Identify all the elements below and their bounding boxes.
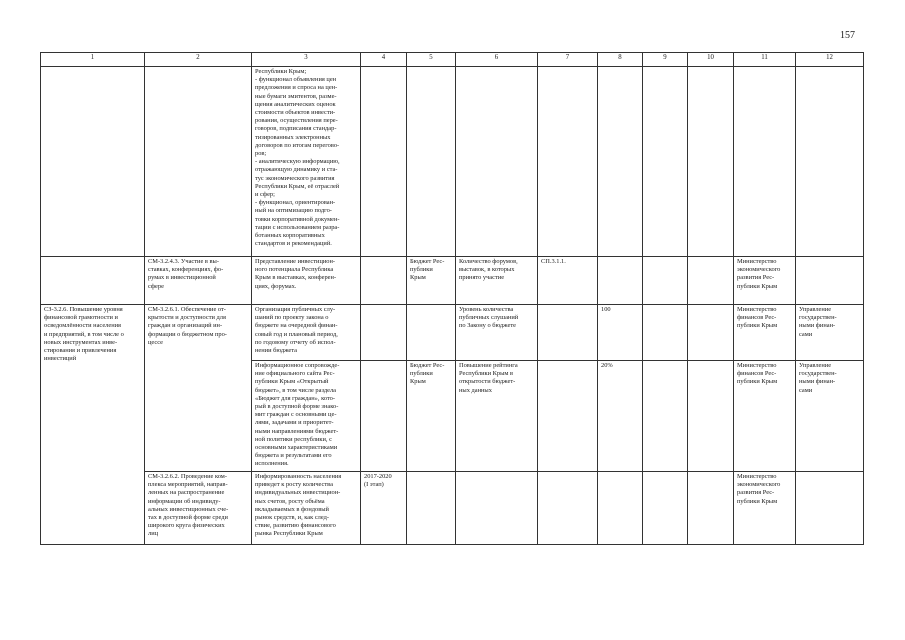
cell-text-line: совый год и плановый период, <box>255 330 338 338</box>
cell-text-line: экономического <box>737 481 781 489</box>
table-row <box>41 257 864 305</box>
cell-text-line: нении бюджета <box>255 347 297 355</box>
table-cell <box>598 472 643 545</box>
cell-text-line: бюджета и результатами его <box>255 452 332 460</box>
header-cell: 10 <box>688 53 734 67</box>
table-cell <box>145 67 252 257</box>
cell-text-line: ных счетов, росту объёма <box>255 497 325 505</box>
table-cell <box>643 305 688 361</box>
cell-text-line: Информационное сопровожде- <box>255 362 340 369</box>
table-cell <box>145 472 252 545</box>
header-cell: 7 <box>538 53 598 67</box>
cell-text-line: финансовой грамотности и <box>44 314 118 322</box>
cell-text-line: румах в инвестиционной <box>148 274 216 282</box>
cell-text-line: Информированность населения <box>255 473 342 480</box>
table-cell <box>538 305 598 361</box>
cell-text-line: ной политики республики, с <box>255 435 332 443</box>
table-cell <box>252 472 361 545</box>
cell-text-line: Крым в выставках, конферен- <box>255 274 337 282</box>
cell-text-line: граждан и организаций ин- <box>148 322 223 330</box>
cell-text-line: тах в доступной форме среди <box>148 514 228 522</box>
table-cell <box>407 472 456 545</box>
cell-text-line: ставках, конференциях, фо- <box>148 266 224 274</box>
table-cell <box>407 257 456 305</box>
plan-table <box>40 52 864 545</box>
cell-text-line: Министерство <box>737 473 777 480</box>
cell-text-line: сами <box>799 386 813 394</box>
cell-text-line: финансов Рес- <box>737 314 777 322</box>
cell-text-line: и сфер; <box>255 191 275 199</box>
cell-text-line: ние официального сайта Рес- <box>255 370 335 378</box>
table-cell <box>734 257 796 305</box>
table-cell <box>361 67 407 257</box>
table-cell <box>538 67 598 257</box>
cell-text-line: лями, задачами и приоритет- <box>255 419 334 427</box>
table-row <box>41 305 864 361</box>
cell-text-line: инвестиций <box>44 355 77 363</box>
table-cell <box>734 67 796 257</box>
table-cell <box>688 305 734 361</box>
cell-text-line: рый в доступной форме знако- <box>255 403 339 411</box>
table-cell <box>734 361 796 472</box>
header-cell: 5 <box>407 53 456 67</box>
table-cell <box>643 361 688 472</box>
cell-text-line: бюджет», в том числе раздела <box>255 386 336 394</box>
cell-text-line: бюджете на очередной финан- <box>255 322 338 330</box>
table-cell <box>361 472 407 545</box>
table-cell <box>252 361 361 472</box>
cell-text-line: Повышение рейтинга <box>459 362 518 369</box>
cell-text-line: тус экономического развития <box>255 174 335 182</box>
cell-text-line: принято участие <box>459 274 505 282</box>
table-cell <box>538 361 598 472</box>
cell-text-line: информации об индивиду- <box>148 497 221 505</box>
table-cell <box>688 361 734 472</box>
cell-text-line: альных инвестиционных сче- <box>148 505 229 513</box>
cell-text-line: Управление <box>799 362 832 369</box>
cell-text-line: - аналитическую информацию, <box>255 158 340 166</box>
cell-text-line: крытости и доступности для <box>148 314 226 322</box>
cell-text-line: ный на оптимизацию подго- <box>255 207 332 215</box>
cell-text-line: по Закону о бюджете <box>459 322 516 330</box>
table-cell <box>734 472 796 545</box>
table-row <box>41 472 864 545</box>
cell-text-line: отражающую динамику и ста- <box>255 166 338 174</box>
table-cell <box>145 305 252 472</box>
cell-text-line: СМ-3.2.6.2. Проведение ком- <box>148 473 227 480</box>
header-cell: 8 <box>598 53 643 67</box>
cell-text-line: новых инструментах инве- <box>44 338 118 346</box>
cell-text-line: развития Рес- <box>737 489 775 497</box>
header-cell: 3 <box>252 53 361 67</box>
cell-text-line: Количество форумов, <box>459 258 518 265</box>
table-cell <box>538 257 598 305</box>
cell-text-line: плекса мероприятий, направ- <box>148 481 228 489</box>
cell-text-line: товки корпоративной докумен- <box>255 215 340 223</box>
table-cell <box>456 472 538 545</box>
table-cell <box>361 305 407 361</box>
table-cell <box>796 67 864 257</box>
table-cell <box>361 361 407 472</box>
cell-text-line: говоров, подписания стандар- <box>255 125 337 133</box>
cell-text-line: осведомлённости населения <box>44 322 121 330</box>
cell-text-line: СЗ-3.2.6. Повышение уровня <box>44 306 123 313</box>
cell-text-line: сфере <box>148 282 164 290</box>
cell-text-line: приведет к росту количества <box>255 481 333 489</box>
cell-text-line: циях, форумах. <box>255 282 297 290</box>
table-cell <box>41 67 145 257</box>
cell-text-line: СМ-3.2.4.3. Участие в вы- <box>148 258 219 265</box>
cell-text-line: стандартов и рекомендаций. <box>255 240 332 248</box>
cell-text-line: ные бумаги эмитентов, разме- <box>255 92 337 100</box>
cell-text-line: выставок, в которых <box>459 266 515 274</box>
cell-text-line: государствен- <box>799 370 837 378</box>
table-cell <box>456 257 538 305</box>
cell-text-line: Крым <box>410 378 426 386</box>
cell-text-line: широкого круга физических <box>148 522 225 530</box>
cell-text-line: шаний по проекту закона о <box>255 314 329 322</box>
cell-text-line: Министерство <box>737 306 777 313</box>
table-cell <box>407 361 456 472</box>
cell-text-line: Организация публичных слу- <box>255 306 336 313</box>
cell-text-line: стирования и привлечения <box>44 347 117 355</box>
table-cell <box>598 305 643 361</box>
cell-text-line: рования, осуществления пере- <box>255 117 338 125</box>
cell-text-line: экономического <box>737 266 781 274</box>
cell-text-line: Бюджет Рес- <box>410 258 445 265</box>
cell-text-line: договоров по итогам перегово- <box>255 141 340 149</box>
cell-text-line: формации о бюджетном про- <box>148 330 227 338</box>
cell-text-line: государствен- <box>799 314 837 322</box>
table-cell <box>598 67 643 257</box>
table-cell <box>796 305 864 361</box>
cell-text-line: основными характеристиками <box>255 444 338 452</box>
table-cell <box>796 257 864 305</box>
cell-text-line: ными финан- <box>799 322 836 330</box>
header-cell: 12 <box>796 53 864 67</box>
cell-text-line: ров; <box>255 150 267 158</box>
cell-text-line: публики Крым «Открытый <box>255 378 329 386</box>
cell-text-line: по годовому отчету об испол- <box>255 338 336 346</box>
cell-text-line: щения аналитических оценок <box>255 100 336 108</box>
table-cell <box>598 257 643 305</box>
table-cell <box>252 257 361 305</box>
cell-text-line: тизированных электронных <box>255 133 331 141</box>
cell-text-line: ленных на распространение <box>148 489 225 497</box>
cell-text-line: Министерство <box>737 362 777 369</box>
cell-text-line: публики <box>410 370 433 378</box>
cell-text-line: ного потенциала Республика <box>255 266 334 274</box>
table-cell <box>41 305 145 545</box>
header-row <box>41 53 864 67</box>
cell-text-line: цессе <box>148 338 164 346</box>
cell-text-line: индивидуальных инвестицион- <box>255 489 341 497</box>
cell-text-line: публики <box>410 266 433 274</box>
cell-text-line: лиц <box>148 530 159 538</box>
cell-text-line: финансов Рес- <box>737 370 777 378</box>
cell-text-line: публики Крым <box>737 322 778 330</box>
cell-text-line: Министерство <box>737 258 777 265</box>
table-row <box>41 67 864 257</box>
cell-text-line: сами <box>799 330 813 338</box>
table-cell <box>252 305 361 361</box>
table-cell <box>456 361 538 472</box>
cell-text-line: рынок средств, и, как след- <box>255 514 330 522</box>
table-cell <box>796 472 864 545</box>
table-cell <box>407 305 456 361</box>
cell-text-line: 20% <box>601 362 613 369</box>
cell-text-line: публики Крым <box>737 378 778 386</box>
table-cell <box>643 67 688 257</box>
cell-text-line: - функционал объявления цен <box>255 76 337 84</box>
table-cell <box>252 67 361 257</box>
table-cell <box>361 257 407 305</box>
cell-text-line: 100 <box>601 306 611 313</box>
header-cell: 4 <box>361 53 407 67</box>
cell-text-line: СМ-3.2.6.1. Обеспечение от- <box>148 306 226 313</box>
cell-text-line: СП.3.1.1. <box>541 258 566 265</box>
table-cell <box>688 257 734 305</box>
cell-text-line: и предприятий, в том числе о <box>44 330 124 338</box>
table-cell <box>688 472 734 545</box>
cell-text-line: публики Крым <box>737 497 778 505</box>
table-cell <box>796 361 864 472</box>
table-cell <box>643 472 688 545</box>
cell-text-line: Республики Крым в <box>459 370 514 378</box>
table-cell <box>407 67 456 257</box>
cell-text-line: публичных слушаний <box>459 314 519 322</box>
cell-text-line: (I этап) <box>364 481 384 489</box>
table-cell <box>643 257 688 305</box>
cell-text-line: ными направлениями бюджет- <box>255 427 339 435</box>
cell-text-line: предложения и спроса на цен- <box>255 84 338 92</box>
cell-text-line: Представление инвестицион- <box>255 258 336 265</box>
cell-text-line: исполнения. <box>255 460 289 468</box>
table-cell <box>145 257 252 305</box>
header-cell: 11 <box>734 53 796 67</box>
cell-text-line: публики Крым <box>737 282 778 290</box>
page-number: 157 <box>840 30 855 41</box>
cell-text-line: ными финан- <box>799 378 836 386</box>
cell-text-line: Бюджет Рес- <box>410 362 445 369</box>
cell-text-line: Республики Крым; <box>255 68 307 75</box>
table-cell <box>456 67 538 257</box>
header-cell: 1 <box>41 53 145 67</box>
cell-text-line: Республики Крым, её отраслей <box>255 182 340 190</box>
header-cell: 9 <box>643 53 688 67</box>
cell-text-line: ботанных корпоративных <box>255 232 325 240</box>
cell-text-line: - функционал, ориентирован- <box>255 199 336 207</box>
cell-text-line: Крым <box>410 274 426 282</box>
cell-text-line: ных данных <box>459 386 492 394</box>
cell-text-line: Уровень количества <box>459 306 514 313</box>
cell-text-line: рынка Республики Крым <box>255 530 323 538</box>
table-cell <box>538 472 598 545</box>
cell-text-line: мит граждан с основными це- <box>255 411 337 419</box>
cell-text-line: открытости бюджет- <box>459 378 516 386</box>
cell-text-line: ствие, развитию финансового <box>255 522 336 530</box>
cell-text-line: Управление <box>799 306 832 313</box>
cell-text-line: 2017-2020 <box>364 473 392 480</box>
table-cell <box>734 305 796 361</box>
cell-text-line: «Бюджет для граждан», кото- <box>255 394 335 402</box>
cell-text-line: развития Рес- <box>737 274 775 282</box>
header-cell: 2 <box>145 53 252 67</box>
cell-text-line: стоимости объектов инвести- <box>255 109 336 117</box>
table-cell <box>688 67 734 257</box>
table-cell <box>41 257 145 305</box>
table-cell <box>598 361 643 472</box>
table-cell <box>456 305 538 361</box>
header-cell: 6 <box>456 53 538 67</box>
cell-text-line: вкладываемых в фондовый <box>255 505 329 513</box>
cell-text-line: тации с использованием разра- <box>255 223 340 231</box>
